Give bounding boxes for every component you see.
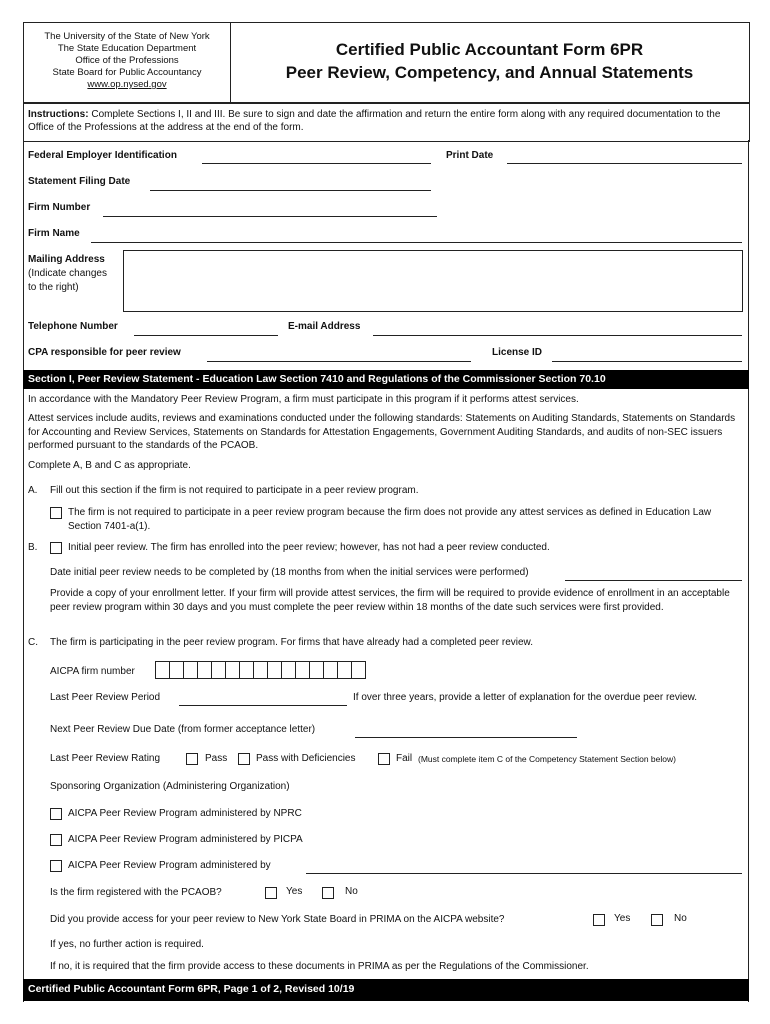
aicpa-number-label: AICPA firm number — [50, 666, 135, 677]
sponsoring-label: Sponsoring Organization (Administering Organization) — [50, 781, 290, 792]
rating-pass-label: Pass — [205, 753, 228, 764]
prima-yes-label: Yes — [614, 913, 631, 924]
rating-fail-label: Fail — [396, 753, 413, 764]
digit-box — [211, 661, 226, 679]
item-a-letter: A. — [28, 485, 38, 496]
license-id-input[interactable] — [552, 361, 742, 362]
agency-line: The University of the State of New York — [44, 31, 210, 42]
section1-complete: Complete A, B and C as appropriate. — [28, 460, 191, 471]
initial-review-checkbox[interactable] — [50, 542, 62, 554]
print-date-label: Print Date — [446, 150, 494, 161]
initial-date-label: Date initial peer review needs to be completed by (18 months from when the initial services were performed) — [50, 567, 529, 578]
overdue-note: If over three years, provide a letter of explanation for the overdue peer review. — [353, 692, 698, 703]
rating-deficiencies-label: Pass with Deficiencies — [256, 753, 356, 764]
mailing-address-label: Mailing Address — [28, 254, 105, 265]
last-period-input[interactable] — [179, 705, 347, 706]
agency-block — [24, 31, 230, 91]
prima-yes-checkbox[interactable] — [593, 914, 605, 926]
org-other-label: AICPA Peer Review Program administered by — [68, 860, 271, 871]
telephone-label: Telephone Number — [28, 321, 118, 332]
if-no-note: If no, it is required that the firm provide access to these documents in PRIMA as per the Regulations of the Commissioner. — [50, 961, 589, 972]
mailing-note: (Indicate changes — [28, 268, 107, 279]
rating-deficiencies-checkbox[interactable] — [238, 753, 250, 765]
prima-no-checkbox[interactable] — [651, 914, 663, 926]
digit-box — [337, 661, 352, 679]
digit-box — [323, 661, 338, 679]
email-label: E-mail Address — [288, 321, 361, 332]
form-title: Certified Public Accountant Form 6PR — [335, 40, 644, 59]
section1-attest: Attest services include audits, reviews and examinations conducted under the following standards: Statements on Auditing Standards, Statements on Standards for Accounting and Review Services, Statements on Standards for Attestation Engagements, Government Auditing Standards, and audits of non-SEC issuers performed pursuant to the standards of the PCAOB. — [28, 413, 736, 451]
initial-date-input[interactable] — [565, 580, 742, 581]
fein-input[interactable] — [202, 163, 431, 164]
pcaob-yes-label: Yes — [286, 886, 303, 897]
last-period-label: Last Peer Review Period — [50, 692, 161, 703]
no-attest-checkbox[interactable] — [50, 507, 62, 519]
digit-box — [225, 661, 240, 679]
email-input[interactable] — [373, 335, 742, 336]
if-yes-note: If yes, no further action is required. — [50, 939, 204, 950]
next-due-input[interactable] — [355, 737, 577, 738]
org-nprc-checkbox[interactable] — [50, 808, 62, 820]
pcaob-no-label: No — [345, 886, 358, 897]
print-date-input[interactable] — [507, 163, 742, 164]
mailing-address-input[interactable] — [123, 250, 743, 312]
cpa-responsible-input[interactable] — [207, 361, 471, 362]
item-b-letter: B. — [28, 542, 38, 553]
enrollment-note: Provide a copy of your enrollment letter. If your firm will provide attest services, the firm will be required to provide evidence of enrollment in an acceptable peer review program within 30 days and you must complete the peer review within 18 months of the date such services were first provided. — [50, 588, 730, 613]
org-picpa-label: AICPA Peer Review Program administered by PICPA — [68, 834, 303, 845]
firm-name-input[interactable] — [91, 242, 742, 243]
form-frame-right — [748, 140, 749, 1002]
digit-box — [295, 661, 310, 679]
pcaob-question: Is the firm registered with the PCAOB? — [50, 887, 222, 898]
mailing-note: to the right) — [28, 282, 79, 293]
digit-box — [281, 661, 296, 679]
org-nprc-label: AICPA Peer Review Program administered by NPRC — [68, 808, 302, 819]
form-frame-left — [23, 140, 24, 1002]
firm-name-label: Firm Name — [28, 228, 80, 239]
rating-fail-note: (Must complete item C of the Competency Statement Section below) — [418, 754, 676, 764]
item-c-text: The firm is participating in the peer review program. For firms that have already had a completed peer review. — [50, 637, 533, 648]
fein-label: Federal Employer Identification — [28, 150, 177, 161]
agency-line: State Board for Public Accountancy — [52, 67, 202, 78]
digit-box — [239, 661, 254, 679]
aicpa-number-input[interactable] — [155, 661, 373, 679]
digit-box — [253, 661, 268, 679]
section1-heading: Section I, Peer Review Statement - Education Law Section 7410 and Regulations of the Commissioner Section 70.10 — [23, 370, 749, 389]
digit-box — [169, 661, 184, 679]
page-footer: Certified Public Accountant Form 6PR, Page 1 of 2, Revised 10/19 — [23, 979, 749, 1001]
agency-line: The State Education Department — [57, 43, 197, 54]
pcaob-yes-checkbox[interactable] — [265, 887, 277, 899]
next-due-label: Next Peer Review Due Date (from former acceptance letter) — [50, 724, 316, 735]
no-attest-option: The firm is not required to participate in a peer review program because the firm does not provide any attest services as defined in Education Law Section 7401-a(1). — [68, 507, 712, 532]
filing-date-label: Statement Filing Date — [28, 176, 131, 187]
org-picpa-checkbox[interactable] — [50, 834, 62, 846]
digit-box — [183, 661, 198, 679]
org-other-input[interactable] — [306, 873, 742, 874]
pcaob-no-checkbox[interactable] — [322, 887, 334, 899]
instructions-label: Instructions: — [28, 109, 89, 120]
website-link[interactable]: www.op.nysed.gov — [87, 79, 167, 90]
rating-fail-checkbox[interactable] — [378, 753, 390, 765]
cpa-responsible-label: CPA responsible for peer review — [28, 347, 181, 358]
digit-box — [351, 661, 366, 679]
instructions-text: Complete Sections I, II and III. Be sure to sign and date the affirmation and return the entire form along with any required documentation to the Office of the Professions at the address at the end of the form. — [28, 109, 721, 133]
filing-date-input[interactable] — [150, 190, 431, 191]
firm-number-label: Firm Number — [28, 202, 91, 213]
license-id-label: License ID — [492, 347, 543, 358]
prima-no-label: No — [674, 913, 687, 924]
item-c-letter: C. — [28, 637, 38, 648]
org-other-checkbox[interactable] — [50, 860, 62, 872]
digit-box — [197, 661, 212, 679]
telephone-input[interactable] — [134, 335, 278, 336]
prima-question: Did you provide access for your peer review to New York State Board in PRIMA on the AICPA website? — [50, 914, 505, 925]
last-rating-label: Last Peer Review Rating — [50, 753, 161, 764]
instructions — [28, 108, 743, 134]
form-subtitle: Peer Review, Competency, and Annual Statements — [285, 63, 694, 82]
agency-line: Office of the Professions — [75, 55, 179, 66]
initial-review-option: Initial peer review. The firm has enrolled into the peer review; however, has not had a peer review conducted. — [68, 542, 550, 553]
item-a-text: Fill out this section if the firm is not required to participate in a peer review program. — [50, 485, 419, 496]
digit-box — [155, 661, 170, 679]
firm-number-input[interactable] — [103, 216, 437, 217]
rating-pass-checkbox[interactable] — [186, 753, 198, 765]
section1-intro: In accordance with the Mandatory Peer Review Program, a firm must participate in this program if it performs attest services. — [28, 394, 579, 405]
digit-box — [309, 661, 324, 679]
digit-box — [267, 661, 282, 679]
